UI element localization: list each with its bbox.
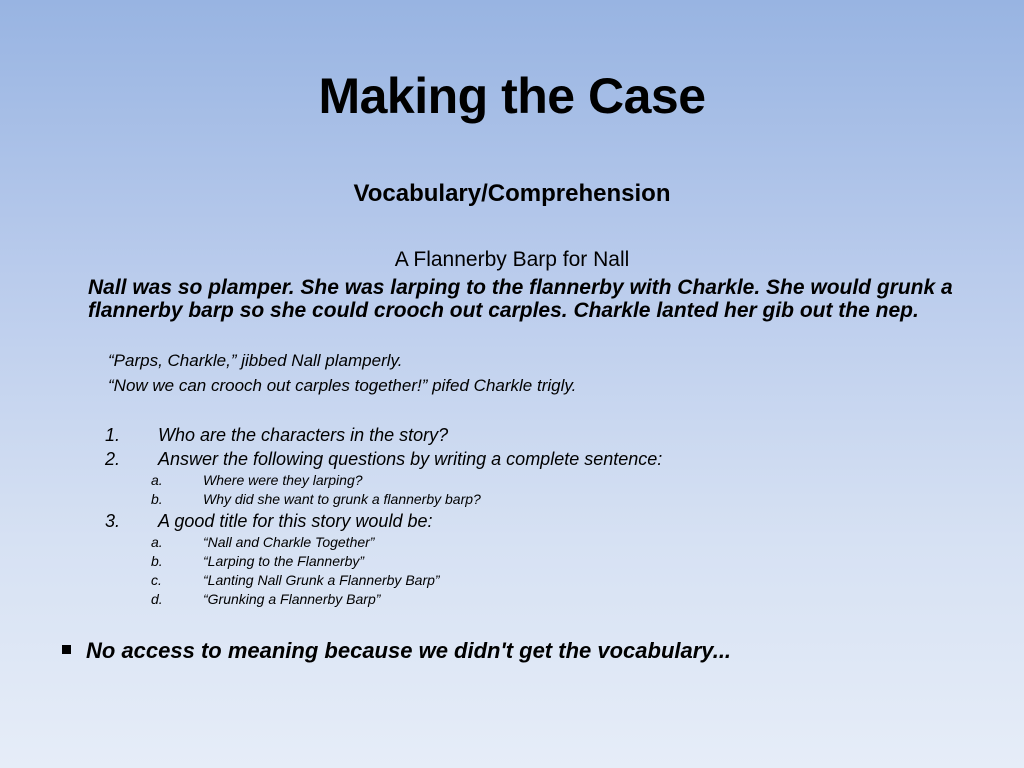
sub-question-text: “Larping to the Flannerby” — [203, 553, 365, 569]
question-number: 3. — [105, 511, 121, 531]
slide-subtitle: Vocabulary/Comprehension — [353, 180, 671, 207]
question-number: 1. — [105, 425, 121, 445]
sub-question-item — [151, 571, 440, 589]
sub-question-item — [151, 590, 380, 608]
sub-question-text: “Nall and Charkle Together” — [203, 534, 375, 550]
sub-question-letter: b. — [151, 491, 163, 507]
sub-question-item — [151, 552, 364, 570]
sub-question-text: “Grunking a Flannerby Barp” — [203, 591, 381, 607]
story-title: A Flannerby Barp for Nall — [394, 248, 630, 271]
question-number: 2. — [105, 449, 121, 469]
sub-question-text: Why did she want to grunk a flannerby barp? — [203, 491, 481, 507]
dialogue-line: “Parps, Charkle,” jibbed Nall plamperly. — [108, 351, 403, 370]
story-body: Nall was so plamper. She was larping to the flannerby with Charkle. She would grunk a flannerby barp so she could crooch out carples. Charkle lanted her gib out the nep. — [88, 276, 953, 322]
slide-title: Making the Case — [318, 68, 706, 124]
bullet-text: No access to meaning because we didn't get the vocabulary... — [86, 638, 732, 663]
question-text: Answer the following questions by writing a complete sentence: — [158, 449, 663, 469]
dialogue-line: “Now we can crooch out carples together!” pifed Charkle trigly. — [108, 376, 577, 395]
question-text: A good title for this story would be: — [158, 511, 433, 531]
sub-question-text: “Lanting Nall Grunk a Flannerby Barp” — [203, 572, 440, 588]
sub-question-letter: d. — [151, 591, 163, 607]
sub-question-letter: c. — [151, 572, 162, 588]
square-bullet-icon — [62, 645, 71, 654]
sub-question-item — [151, 471, 363, 489]
question-item — [105, 448, 662, 470]
bullet-point — [62, 636, 731, 666]
sub-question-item — [151, 490, 481, 508]
sub-question-item — [151, 533, 374, 551]
sub-question-letter: a. — [151, 534, 163, 550]
sub-question-letter: a. — [151, 472, 163, 488]
question-item — [105, 510, 432, 532]
question-text: Who are the characters in the story? — [158, 425, 449, 445]
sub-question-letter: b. — [151, 553, 163, 569]
question-item — [105, 424, 448, 446]
sub-question-text: Where were they larping? — [203, 472, 363, 488]
